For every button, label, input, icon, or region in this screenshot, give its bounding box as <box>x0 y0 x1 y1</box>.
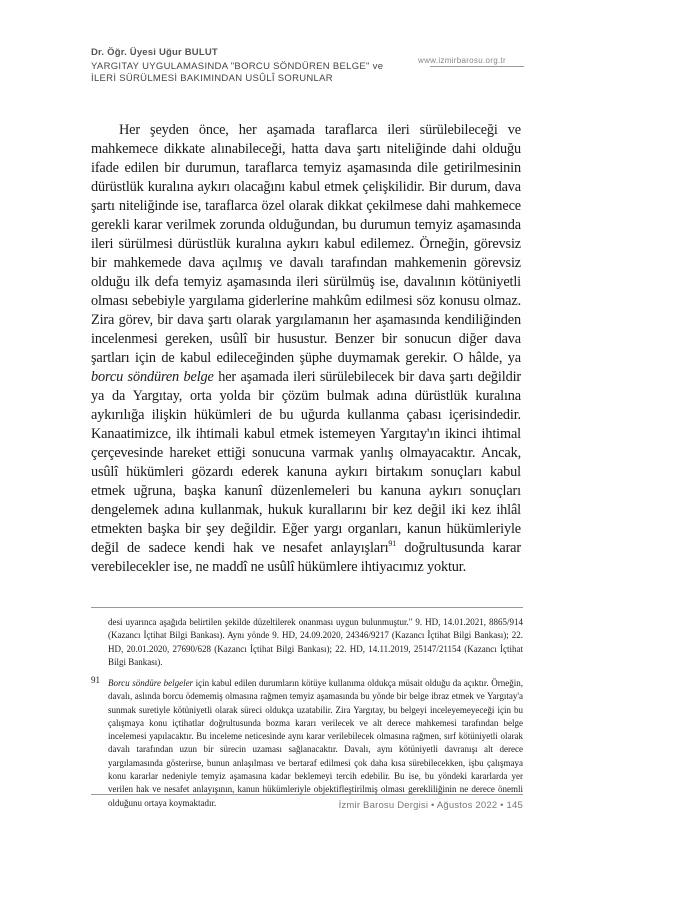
footnote-rule <box>91 607 523 608</box>
article-title-line-2: İLERİ SÜRÜLMESİ BAKIMINDAN USÛLÎ SORUNLAR <box>91 73 333 84</box>
paragraph-text: her aşamada ileri sürülebilecek bir dava şartı değildir ya da Yargıtay, orta yolda bir çözüm bulmak adına dürüstlük kuralına aykırılığa ilişkin hükümleri de bu uğurda kullanma çabası içerisindedir. Kanaatimizce, ilk ihtimali kabul etmek istemeyen Yargıtay'ın ikinci ihtimal çerçevesinde hareket ettiği sonucuna varmak yanlış olmayacaktır. Ancak, usûlî hükümleri gözardı ederek kanuna aykırı birtakım sonuçları kabul etmek uğruna, başka kanunî düzenlemeleri bu kanuna aykırı sonuçları dengelemek adına kullanmak, hukuk kurallarını bir kez değil iki kez ihlâl etmekten başka bir şey değildir. Eğer yargı organları, kanun hükümleriyle değil de sadece kendi hak ve nesafet anlayışları <box>91 369 522 556</box>
page-footer: İzmir Barosu Dergisi • Ağustos 2022 • 145 <box>338 800 523 811</box>
author-name: Dr. Öğr. Üyesi Uğur BULUT <box>91 47 218 58</box>
paragraph-text: Her şeyden önce, her aşamada taraflarca ileri sürülebileceği ve mahkemece dikkate alınabileceği, hatta dava şartı niteliğinde dahi olduğu ifade edilen bir durumun, taraflarca temyiz aşamasında dile getirilmesinin dürüstlük kuralına aykırı olacağını kabul etmek çelişkilidir. Bir durum, dava şartı niteliğinde ise, taraflarca özel olarak dikkat çekilmese dahi mahkemece gerekli karar verilmek zorunda olduğundan, bu durumun temyiz aşamasında ileri sürülmesi dürüstlük kuralına aykırı kabul edilemez. Örneğin, görevsiz bir mahkemede dava açılmış ve davalı tarafından mahkemenin görevsiz olduğu ilk defa temyiz aşamasında ileri sürülmüş ise, davalının kötüniyetli olması sebebiyle yargılama giderlerine mahkûm edilmesi söz konusu olmaz. Zira görev, bir dava şartı olarak yargılamanın her aşamasında kendiliğinden incelenmesi gereken, usûlî bir husustur. Benzer bir sonucun diğer dava şartları için de kabul edileceğinden şüphe duymamak gerekir. O hâlde, ya <box>91 122 521 366</box>
footnote-italic-term: Borcu söndüre belgeler <box>108 678 194 688</box>
footer-rule <box>91 794 523 795</box>
body-text <box>91 121 521 577</box>
italic-term: borcu söndüren belge <box>91 369 214 385</box>
paragraph-text: doğrultusunda karar verebilecekler ise, ne maddî ne usûlî hükümlere ihtiyacımız yoktur. <box>91 540 521 575</box>
header-rule <box>430 66 524 67</box>
paragraph <box>91 121 521 577</box>
website-url: www.izmirbarosu.org.tr <box>418 56 506 65</box>
footnote-number: 91 <box>91 675 100 685</box>
footnote-91 <box>108 677 523 810</box>
footnote-text: için kabul edilen durumların kötüye kullanıma oldukça müsait olduğu da açıktır. Örneğin, davalı, aslında borcu ödememiş olmasına rağmen temyiz aşamasında bu yönde bir belge ibraz etmek ve Yargıtay'a sunmak suretiyle kötüniyetli olarak süreci oldukça uzatabilir. Zira Yargıtay, bu belgeyi inceleyemeyeceği için bu çalışmaya konu içtihatlar doğrultusunda bozma kararı verilecek ve alt derece mahkemesi tarafından belge incelemesi yapılacaktır. Bu inceleme neticesinde aynı karar verilebilecek olmasına rağmen, sırf kötüniyetli olarak davalı tarafından uzun bir sürecin uzaması sağlanacaktır. Davalı, aynı kötüniyetli davranışı alt derece yargılamasında gösterirse, bunun anlaşılması ve bertaraf edilmesi çok daha kısa sürebilecekken, işbu çalışmaya konu kararlar nedeniyle temyiz aşamasına kadar beklemeyi tercih edebilir. Bu ise, bu yöndeki kararlarda yer verilen hak ve nesafet anlayışının, kanun hükümleriyle objektifleştirilmiş olması gerekliliğinin ne derece önemli olduğunu ortaya koymaktadır. <box>108 678 523 808</box>
footnote-continuation: desi uyarınca aşağıda belirtilen şekilde düzeltilerek onanması uygun bulunmuştur." 9. HD, 14.01.2021, 8865/914 (Kazancı İçtihat Bilgi Bankası). Aynı yönde 9. HD, 24.09.2020, 24346/9217 (Kazancı İçtihat Bilgi Bankası); 22. HD, 20.01.2020, 27690/628 (Kazancı İçtihat Bilgi Bankası); 22. HD, 14.11.2019, 25147/21154 (Kazancı İçtihat Bilgi Bankası). <box>108 617 523 667</box>
article-title-line-1: YARGITAY UYGULAMASINDA "BORCU SÖNDÜREN BELGE" ve <box>91 61 384 72</box>
footnote-ref: 91 <box>388 539 397 549</box>
